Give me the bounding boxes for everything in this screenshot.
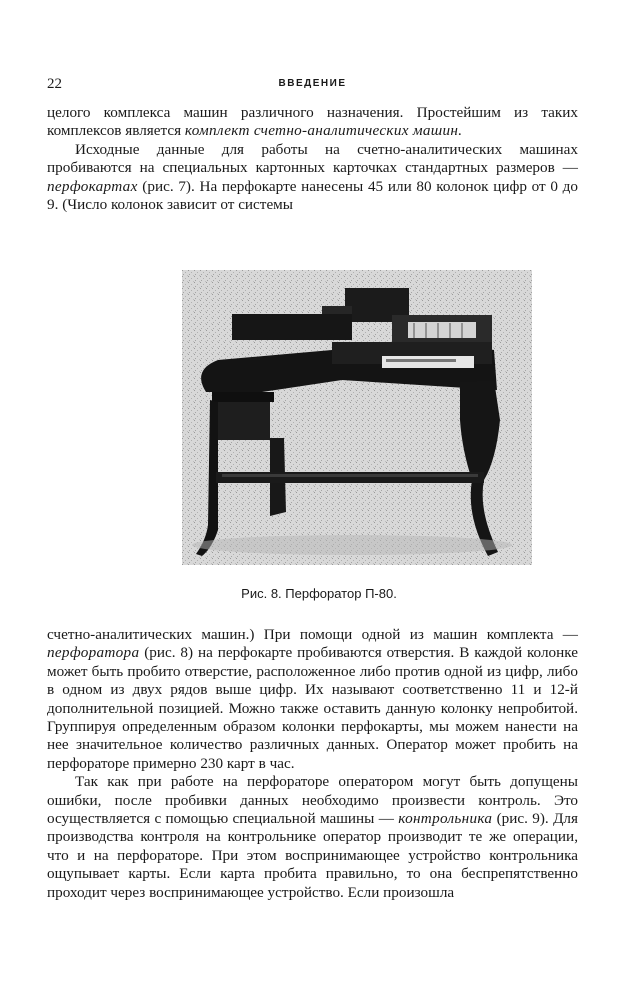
- text-block-top: [47, 104, 578, 214]
- paragraph-text: Исходные данные для работы на счетно-аналитических машинах пробиваются на специальных картонных карточках стандартных размеров —: [47, 140, 578, 177]
- emphasis-term: контрольника: [398, 810, 493, 828]
- paragraph: [47, 773, 578, 902]
- paragraph-text: (рис. 8) на перфокарте пробиваются отверстия. В каждой колонке может быть пробито отверстие, расположенное либо против одной из цифр, либо в одном из двух рядов выше цифр. Их называют соответственно 11 и 12-й дополнительной позицией. Можно также оставить данную колонку непробитой. Группируя определенным образом колонки перфокарты, мы можем нанести на нее значительное количество различных данных. Оператор может пробить на перфораторе примерно 230 карт в час.: [47, 644, 578, 772]
- paragraph-text: (рис. 7). На перфокарте нанесены 45 или 80 колонок цифр от 0 до 9. (Число колонок зависит от системы: [47, 177, 578, 214]
- emphasis-term: перфоратора: [47, 644, 140, 662]
- page-number: 22: [47, 76, 62, 92]
- figure-photo: [182, 270, 532, 565]
- punch-machine-photo: [182, 270, 532, 565]
- paragraph-text: счетно-аналитических машин.) При помощи одной из машин комплекта —: [47, 626, 578, 643]
- paragraph: [47, 141, 578, 215]
- paragraph-text: целого комплекса машин различного назначения. Простейшим из таких комплексов является: [47, 104, 578, 140]
- paragraph-continuation: [47, 104, 578, 141]
- running-head: ВВЕДЕНИЕ: [278, 78, 347, 89]
- paragraph-continuation: [47, 626, 578, 773]
- emphasis-term: комплект счетно-аналитических машин.: [184, 122, 463, 140]
- figure-caption: Рис. 8. Перфоратор П-80.: [241, 586, 397, 601]
- page-header: [47, 76, 578, 96]
- text-block-bottom: [47, 626, 578, 902]
- paragraph-text: Так как при работе на перфораторе оператором могут быть допущены ошибки, после пробивки данных необходимо произвести контроль. Это осуществляется с помощью специальной машины —: [47, 773, 578, 828]
- emphasis-term: перфокартах: [47, 177, 138, 195]
- paragraph-text: (рис. 9). Для производства контроля на контрольнике оператор производит те же операции, что и на перфораторе. При этом воспринимающее устройство контрольника ощупывает карты. Если карта пробита правильно, то она беспрепятственно проходит через воспринимающее устройство. Если произошла: [47, 810, 578, 901]
